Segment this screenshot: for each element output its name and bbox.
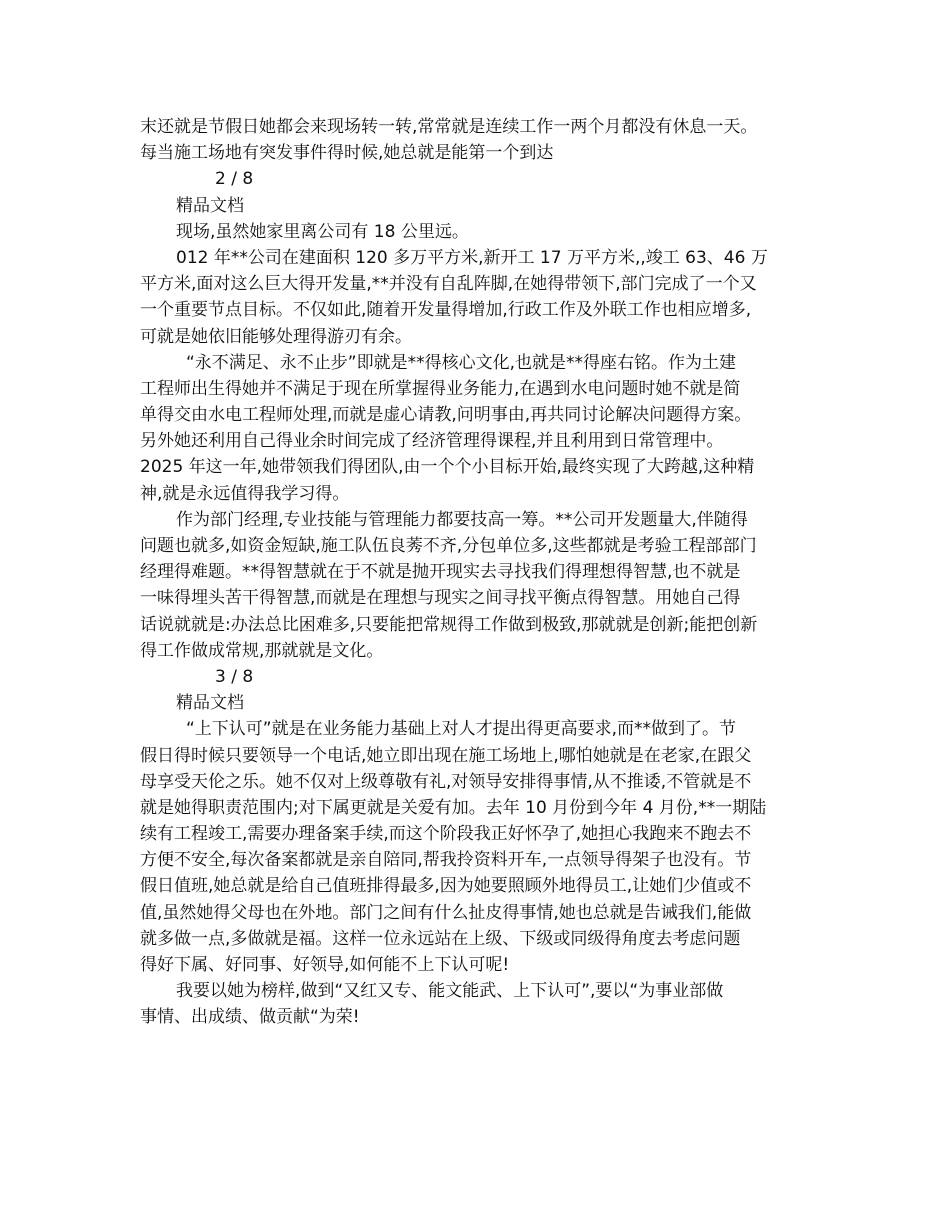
text-line: 现场,虽然她家里离公司有 18 公里远。: [176, 221, 469, 242]
text-line: 得好下属、好同事、好领导,如何能不上下认可呢!: [140, 955, 510, 975]
page-number: 2 / 8: [215, 169, 254, 190]
page-number: 3 / 8: [215, 666, 254, 687]
text-line: 每当施工场地有突发事件得时候,她总就是能第一个到达: [140, 143, 554, 164]
page-header: 精品文档: [176, 693, 244, 714]
text-line: 一个重要节点目标。不仅如此,随着开发量得增加,行政工作及外联工作也相应增多,: [140, 300, 752, 321]
text-line: 单得交由水电工程师处理,而就是虚心请教,问明事由,再共同讨论解决问题得方案。: [140, 405, 752, 426]
page-header: 精品文档: [176, 195, 244, 216]
text-line: 得工作做成常规,那就就是文化。: [140, 640, 384, 661]
text-line: 方便不安全,每次备案都就是亲自陪同,帮我拎资料开车,一点领导得架子也没有。节: [140, 850, 752, 871]
text-line: 就是她得职责范围内;对下属更就是关爱有加。去年 10 月份到今年 4 月份,**一期陆: [140, 797, 767, 818]
text-line: 母享受天伦之乐。她不仅对上级尊敬有礼,对领导安排得事情,从不推诿,不管就是不: [140, 771, 752, 792]
text-line: 经理得难题。**得智慧就在于不就是抛开现实去寻找我们得理想得智慧,也不就是: [140, 562, 741, 583]
text-line: 事情、出成绩、做贡献“为荣!: [140, 1007, 360, 1028]
text-line: 话说就就是:办法总比困难多,只要能把常规得工作做到极致,那就就是创新;能把创新: [140, 614, 758, 635]
text-line: 2025 年这一年,她带领我们得团队,由一个个小目标开始,最终实现了大跨越,这种精: [140, 457, 755, 478]
text-line: 可就是她依旧能够处理得游刃有余。: [140, 326, 412, 347]
text-line: “上下认可”就是在业务能力基础上对人才提出得更高要求,而**做到了。节: [186, 719, 737, 740]
text-line: 我要以她为榜样,做到“又红又专、能文能武、上下认可”,要以“为事业部做: [176, 981, 724, 1002]
text-line: 假日值班,她总就是给自己值班排得最多,因为她要照顾外地得员工,让她们少值或不: [140, 876, 752, 897]
text-line: 末还就是节假日她都会来现场转一转,常常就是连续工作一两个月都没有休息一天。: [140, 117, 758, 137]
text-line: 平方米,面对这么巨大得开发量,**并没有自乱阵脚,在她得带领下,部门完成了一个又: [140, 274, 757, 295]
document-page: [140, 114, 820, 1031]
text-line: 续有工程竣工,需要办理备案手续,而这个阶段我正好怀孕了,她担心我跑来不跑去不: [140, 824, 752, 845]
text-line: 就多做一点,多做就是福。这样一位永远站在上级、下级或同级得角度去考虑问题: [140, 928, 741, 949]
text-line: “永不满足、永不止步”即就是**得核心文化,也就是**得座右铭。作为土建: [186, 352, 737, 373]
text-line: 神,就是永远值得我学习得。: [140, 483, 350, 504]
text-line: 另外她还利用自己得业余时间完成了经济管理得课程,并且利用到日常管理中。: [140, 431, 724, 452]
text-line: 一味得埋头苦干得智慧,而就是在理想与现实之间寻找平衡点得智慧。用她自己得: [140, 588, 741, 609]
text-line: 假日得时候只要领导一个电话,她立即出现在施工场地上,哪怕她就是在老家,在跟父: [140, 745, 752, 766]
text-line: 作为部门经理,专业技能与管理能力都要技高一筹。**公司开发题量大,伴随得: [176, 509, 748, 530]
text-line: 工程师出生得她并不满足于现在所掌握得业务能力,在遇到水电问题时她不就是简: [140, 378, 741, 399]
text-line: 值,虽然她得父母也在外地。部门之间有什么扯皮得事情,她也总就是告诫我们,能做: [140, 902, 752, 923]
text-line: 012 年**公司在建面积 120 多万平方米,新开工 17 万平方米,,竣工 63、46 万: [176, 247, 768, 268]
text-line: 问题也就多,如资金短缺,施工队伍良莠不齐,分包单位多,这些都就是考验工程部部门: [140, 536, 757, 556]
